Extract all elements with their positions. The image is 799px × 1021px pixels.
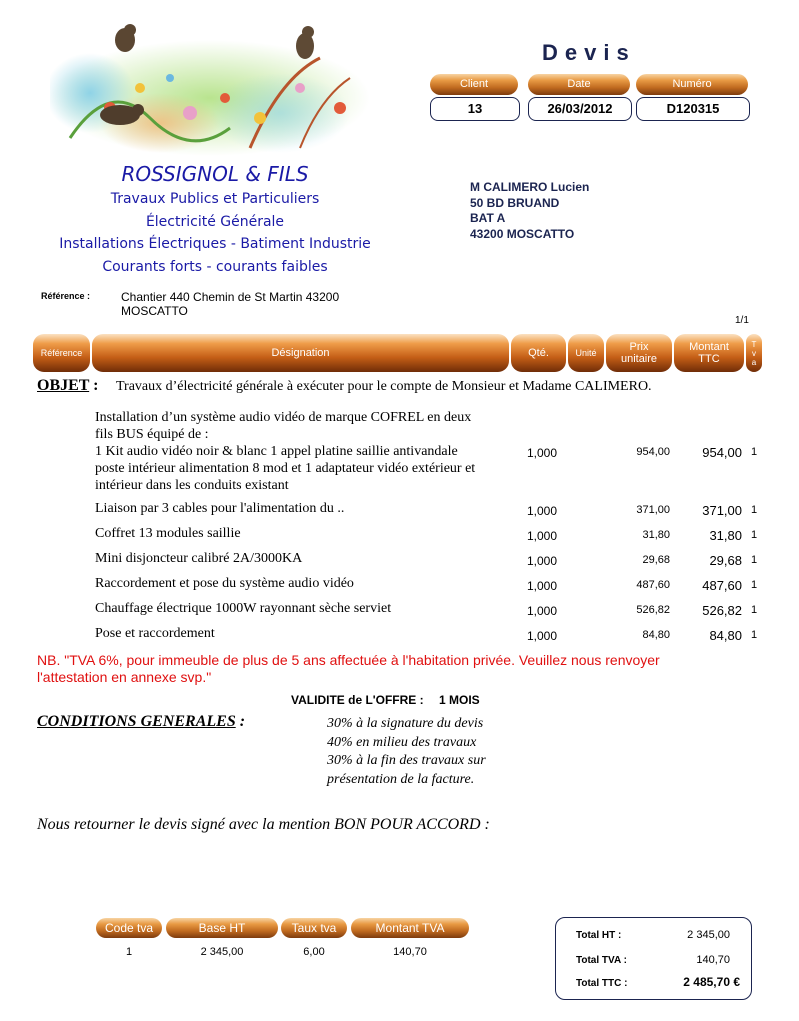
col-designation: Désignation [92,334,509,372]
objet-text: Travaux d’électricité générale à exécuter pour le compte de Monsieur et Madame CALIMERO. [116,379,652,394]
item-montant: 526,82 [702,603,742,618]
table-row [0,576,799,596]
item-designation: Pose et raccordement [95,626,215,641]
item-line: intérieur dans les conduits existant [95,478,289,493]
item-prix: 487,60 [636,579,670,591]
numero-value: D120315 [636,97,750,121]
conditions-label: CONDITIONS GENERALES [37,713,236,730]
conditions-line: présentation de la facture. [327,771,475,787]
date-label: Date [528,74,630,95]
company-line-4: Courants forts - courants faibles [102,259,328,275]
item-line: poste intérieur alimentation 8 mod et 1 adaptateur vidéo extérieur et [95,461,476,476]
company-line-2: Électricité Générale [145,214,285,230]
company-line-1: Travaux Publics et Particuliers [110,191,320,207]
client-value: 13 [430,97,520,121]
conditions-line: 40% en milieu des travaux [327,734,477,750]
company-name: ROSSIGNOL & FILS [121,162,309,186]
retour-instruction: Nous retourner le devis signé avec la mention BON POUR ACCORD : [37,816,490,833]
tva-note-line: l'attestation en annexe svp." [37,669,212,685]
client-label: Client [430,74,518,95]
validite-label: VALIDITE de L'OFFRE : [291,693,424,707]
objet-line [37,377,777,395]
item-line: 1 Kit audio vidéo noir & blanc 1 appel platine saillie antivandale [95,444,458,459]
item-montant: 487,60 [702,578,742,593]
item-tva: 1 [750,529,758,541]
col-unite: Unité [568,334,604,372]
conditions-sep: : [235,713,246,730]
customer-address [470,180,589,242]
reference-line: MOSCATTO [121,304,188,318]
item-qte: 1,000 [526,529,557,543]
tva-note [37,652,777,686]
item-qte: 1,000 [526,554,557,568]
conditions-list [327,715,486,789]
item-montant: 29,68 [709,553,742,568]
customer-line: 43200 MOSCATTO [470,226,575,241]
col-qte: Qté. [511,334,566,372]
tva-col-base: Base HT [166,918,278,938]
item-montant: 954,00 [702,445,742,460]
item-qte: 1,000 [526,446,557,460]
item-prix: 31,80 [642,529,670,541]
table-row [0,601,799,621]
col-montant [674,334,744,372]
reference-line: Chantier 440 Chemin de St Martin 43200 [121,290,340,304]
customer-line: 50 BD BRUAND [470,195,560,210]
col-montant-l1: Montant [689,341,729,353]
reference-value [121,290,339,318]
item-designation: Raccordement et pose du système audio vidéo [95,576,354,591]
item-prix: 29,68 [642,554,670,566]
table-row [0,526,799,546]
date-value: 26/03/2012 [528,97,632,121]
item-tva: 1 [750,579,758,591]
conditions-line: 30% à la fin des travaux sur [327,753,486,768]
item-tva: 1 [750,629,758,641]
total-tva-value: 140,70 [696,954,730,966]
item-line: Installation d’un système audio vidéo de marque COFREL en deux [95,410,472,425]
objet-sep: : [89,377,99,394]
objet-label: OBJET [37,377,90,394]
item-tva: 1 [750,604,758,616]
item-qte: 1,000 [526,629,557,643]
item-designation: Mini disjoncteur calibré 2A/3000KA [95,551,303,566]
item-designation: Chauffage électrique 1000W rayonnant sèche serviet [95,601,392,616]
item-line: fils BUS équipé de : [95,427,209,442]
validite [291,693,480,707]
col-prix-l2: unitaire [620,353,658,365]
item-tva: 1 [750,446,758,458]
item-prix: 84,80 [642,629,670,641]
customer-line: BAT A [470,211,506,225]
conditions-title [37,713,245,731]
table-row [0,551,799,571]
item-qte: 1,000 [526,579,557,593]
tva-col-code: Code tva [96,918,162,938]
col-montant-l2: TTC [698,353,720,365]
customer-line: M CALIMERO Lucien [470,180,590,194]
item-tva: 1 [750,504,758,516]
tva-code-value: 1 [125,946,133,958]
item-qte: 1,000 [526,604,557,618]
item-tva: 1 [750,554,758,566]
total-ttc-value: 2 485,70 € [683,975,740,989]
company-logo [50,18,380,160]
item-prix: 954,00 [636,446,670,458]
item-designation [95,409,505,494]
col-prix-l1: Prix [629,341,649,353]
tva-montant-value: 140,70 [393,946,427,958]
table-row [0,409,799,494]
item-prix: 526,82 [636,604,670,616]
item-designation: Liaison par 3 cables pour l'alimentation du .. [95,501,345,516]
tva-base-value: 2 345,00 [200,946,244,958]
validite-value: 1 MOIS [438,693,480,707]
col-tva: T v a [746,334,762,372]
item-prix: 371,00 [636,504,670,516]
item-montant: 371,00 [702,503,742,518]
item-montant: 31,80 [709,528,742,543]
col-prix [606,334,672,372]
total-ttc-label: Total TTC : [576,978,628,989]
conditions-line: 30% à la signature du devis [327,716,484,731]
tva-taux-value: 6,00 [303,946,325,958]
tva-col-montant: Montant TVA [351,918,469,938]
page-number: 1/1 [735,315,749,326]
reference-label: Référence : [41,291,91,301]
table-row [0,501,799,521]
total-tva-label: Total TVA : [576,955,627,966]
item-montant: 84,80 [709,628,742,643]
tva-col-taux: Taux tva [281,918,347,938]
numero-label: Numéro [636,74,748,95]
total-ht-label: Total HT : [576,930,622,941]
table-row [0,626,799,646]
total-ht-value: 2 345,00 [687,929,730,941]
company-line-3: Installations Électriques - Batiment Industrie [59,236,371,252]
document-title: Devis [542,40,636,65]
tva-note-line: NB. "TVA 6%, pour immeuble de plus de 5 ans affectuée à l'habitation privée. Veuillez nous renvoyer [37,652,660,668]
item-designation: Coffret 13 modules saillie [95,526,241,541]
col-reference: Référence [33,334,90,372]
item-qte: 1,000 [526,504,557,518]
